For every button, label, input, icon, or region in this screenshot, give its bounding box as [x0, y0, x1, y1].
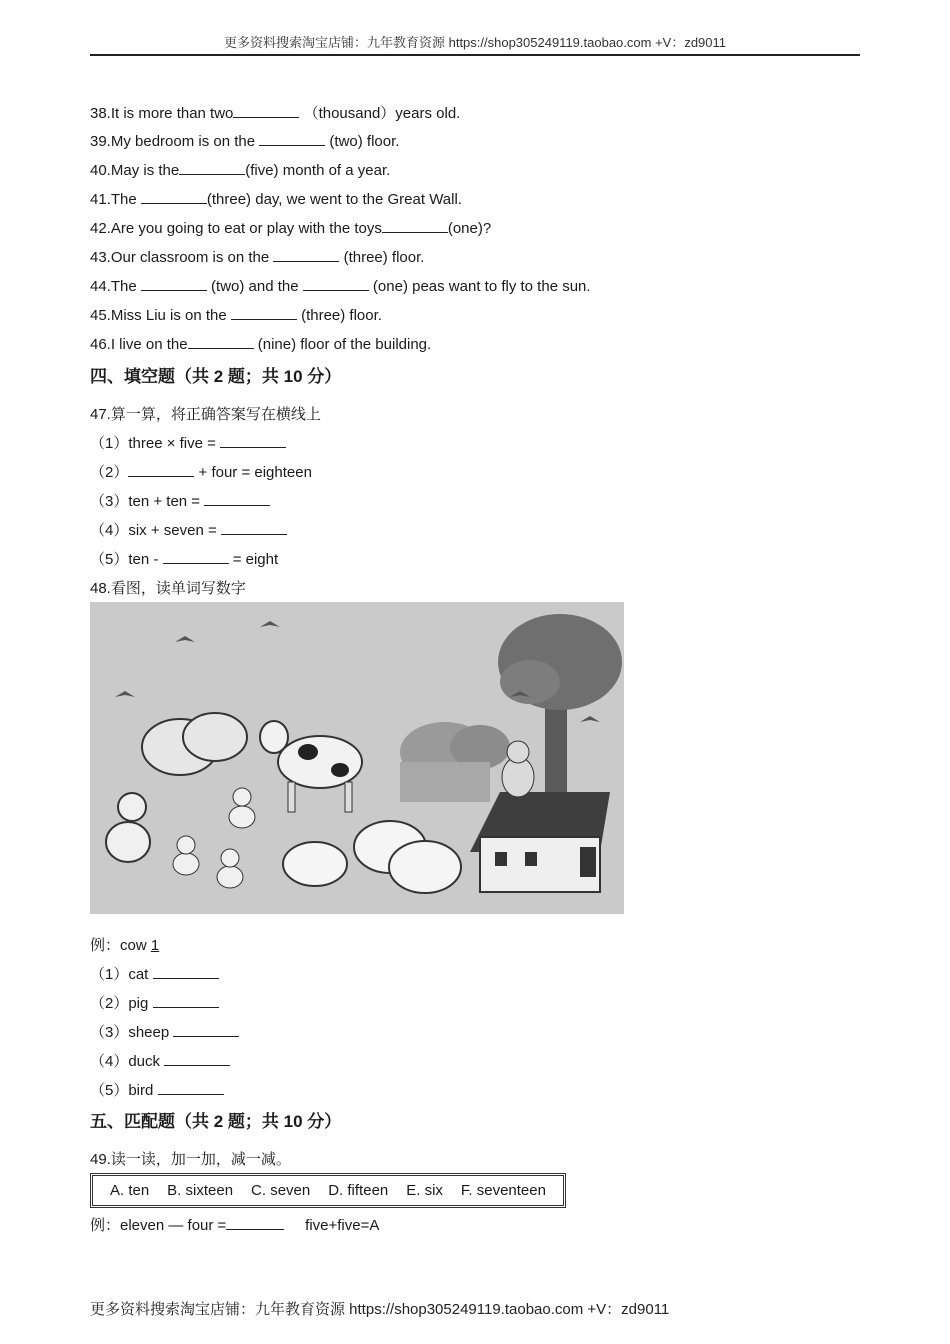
answer-blank[interactable]: [158, 1080, 224, 1095]
cat-icon: [502, 741, 534, 797]
q48-item-1: （1）cat: [90, 963, 219, 984]
question-48-title: 48.看图，读单词写数字: [90, 580, 246, 597]
answer-blank[interactable]: [141, 276, 207, 291]
q47-item-1: （1）three × five =: [90, 432, 286, 453]
answer-blank[interactable]: [382, 218, 448, 233]
answer-blank[interactable]: [128, 462, 194, 477]
question-43: 43.Our classroom is on the (three) floor.: [90, 249, 425, 266]
answer-blank[interactable]: [221, 520, 287, 535]
section-heading-5: 五、匹配题（共 2 题；共 10 分）: [90, 1112, 342, 1131]
q48-item-2: （2）pig: [90, 992, 219, 1013]
answer-blank[interactable]: [220, 433, 286, 448]
answer-blank[interactable]: [188, 334, 254, 349]
question-40: 40.May is the (five) month of a year.: [90, 162, 391, 179]
answer-blank[interactable]: [226, 1215, 284, 1230]
question-46: 46.I live on the (nine) floor of the building.: [90, 336, 432, 353]
answer-blank[interactable]: [204, 491, 270, 506]
option-a: A. ten: [109, 1182, 150, 1199]
q47-item-2: （2） + four = eighteen: [90, 464, 312, 481]
options-box: [90, 1173, 566, 1208]
answer-blank[interactable]: [231, 305, 297, 320]
question-49-title: 49.读一读，加一加，减一减。: [90, 1151, 291, 1168]
q47-item-4: （4）six + seven =: [90, 519, 287, 540]
page-footer: 更多资料搜索淘宝店铺：九年教育资源 https://shop305249119.taobao.com +V：zd9011: [90, 1301, 670, 1318]
q48-item-5: （5）bird: [90, 1079, 224, 1100]
q49-example: 例：eleven — four = five+five=A: [90, 1217, 380, 1234]
answer-blank[interactable]: [153, 964, 219, 979]
question-38: 38.It is more than two （thousand）years old.: [90, 105, 461, 122]
q47-item-3: （3）ten + ten =: [90, 490, 270, 511]
answer-blank[interactable]: [141, 189, 207, 204]
question-47-title: 47.算一算，将正确答案写在横线上: [90, 406, 321, 423]
answer-blank[interactable]: [153, 993, 219, 1008]
answer-blank[interactable]: [173, 1022, 239, 1037]
question-45: 45.Miss Liu is on the (three) floor.: [90, 307, 382, 324]
answer-blank[interactable]: [303, 276, 369, 291]
q48-item-4: （4）duck: [90, 1050, 230, 1071]
farm-illustration: [90, 602, 624, 914]
answer-blank[interactable]: [273, 247, 339, 262]
option-d: D. fifteen: [328, 1182, 389, 1199]
answer-blank[interactable]: [164, 1051, 230, 1066]
question-42: 42.Are you going to eat or play with the toys (one)?: [90, 220, 492, 237]
option-b: B. sixteen: [167, 1182, 234, 1199]
section-heading-4: 四、填空题（共 2 题；共 10 分）: [90, 367, 342, 386]
answer-blank[interactable]: [179, 160, 245, 175]
q47-item-5: （5）ten - = eight: [90, 551, 279, 568]
question-39: 39.My bedroom is on the (two) floor.: [90, 133, 400, 150]
example-answer: 1: [150, 937, 160, 954]
option-c: C. seven: [251, 1182, 311, 1199]
page-header: 更多资料搜索淘宝店铺：九年教育资源 https://shop305249119.taobao.com +V：zd9011: [90, 32, 860, 56]
answer-blank[interactable]: [163, 549, 229, 564]
answer-blank[interactable]: [259, 131, 325, 146]
q48-example: 例：cow 1: [90, 937, 160, 954]
option-f: F. seventeen: [460, 1182, 546, 1199]
option-e: E. six: [406, 1182, 443, 1199]
q48-item-3: （3）sheep: [90, 1021, 239, 1042]
question-41: 41.The (three) day, we went to the Great Wall.: [90, 191, 462, 208]
question-44: 44.The (two) and the (one) peas want to fly to the sun.: [90, 278, 591, 295]
answer-blank[interactable]: [233, 103, 299, 118]
